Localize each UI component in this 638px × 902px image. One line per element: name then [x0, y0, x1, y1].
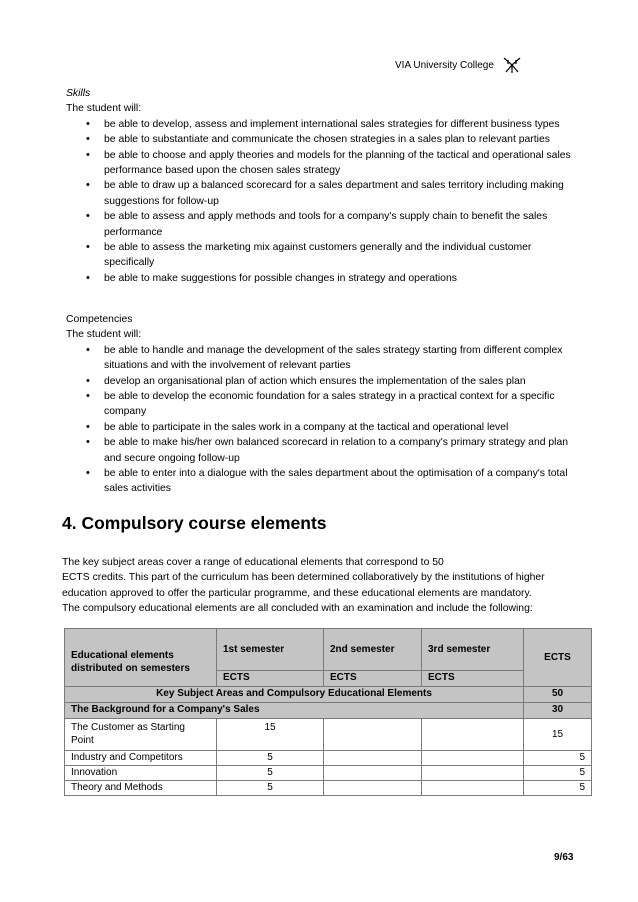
- list-item: • be able to develop, assess and implement international sales strategies for different business types: [66, 117, 576, 132]
- semester-header: 3rd semester: [422, 629, 524, 671]
- list-item: • be able to make his/her own balanced scorecard in relation to a company's primary strategy and plan and secure ongoing follow-up: [66, 435, 576, 466]
- ects-subheader: ECTS: [324, 671, 422, 687]
- semester-value: [422, 781, 524, 796]
- row-total: 15: [524, 719, 592, 751]
- semester-value: 15: [217, 719, 324, 751]
- semester-value: [324, 719, 422, 751]
- semester-header: 1st semester: [217, 629, 324, 671]
- table-corner-header: Educational elements distributed on semesters: [65, 629, 217, 687]
- list-item: • be able to enter into a dialogue with the sales department about the optimisation of a company's total sales activities: [66, 466, 576, 497]
- skills-intro: The student will:: [66, 103, 142, 115]
- table-row: [65, 703, 592, 719]
- via-leaf-logo-icon: [502, 56, 522, 74]
- table-row: [65, 766, 592, 781]
- curriculum-table: [64, 628, 592, 796]
- element-name: Theory and Methods: [65, 781, 217, 796]
- paragraph-line: ECTS credits. This part of the curriculum has been determined collaboratively by the institutions of higher: [62, 572, 545, 584]
- ects-subheader: ECTS: [217, 671, 324, 687]
- list-item: • be able to substantiate and communicate the chosen strategies in a sales plan to relevant parties: [66, 132, 576, 147]
- list-item: • be able to participate in the sales work in a company at the tactical and operational level: [66, 420, 576, 435]
- table-row: [65, 781, 592, 796]
- list-item: • be able to handle and manage the development of the sales strategy starting from different complex situations and with the involvement of relevant parties: [66, 343, 576, 374]
- ects-total-header: ECTS: [524, 629, 592, 687]
- row-total: 5: [524, 751, 592, 766]
- row-total: 5: [524, 781, 592, 796]
- competencies-list: [66, 343, 576, 497]
- skills-title: Skills: [66, 88, 91, 99]
- semester-value: 5: [217, 751, 324, 766]
- semester-value: [324, 766, 422, 781]
- semester-value: [422, 766, 524, 781]
- list-item: • be able to assess and apply methods and tools for a company's supply chain to benefit the sales performance: [66, 209, 576, 240]
- list-item: • be able to draw up a balanced scorecard for a sales department and sales territory including making suggestions for follow-up: [66, 178, 576, 209]
- element-name: Industry and Competitors: [65, 751, 217, 766]
- paragraph-line: The key subject areas cover a range of educational elements that correspond to 50: [62, 557, 444, 568]
- competencies-intro: The student will:: [66, 329, 142, 341]
- table-row: [65, 687, 592, 703]
- element-name: The Customer as Starting Point: [65, 719, 217, 751]
- key-subject-total: 50: [524, 687, 592, 703]
- table-row: [65, 751, 592, 766]
- semester-value: [422, 719, 524, 751]
- semester-value: [324, 781, 422, 796]
- paragraph-line: education approved to offer the particular programme, and these educational elements are mandatory.: [62, 587, 532, 599]
- semester-value: [422, 751, 524, 766]
- paragraph-line: The compulsory educational elements are all concluded with an examination and include the following:: [62, 603, 533, 615]
- page-header: [395, 56, 522, 74]
- row-total: 5: [524, 766, 592, 781]
- table-row: [65, 719, 592, 751]
- element-name: Innovation: [65, 766, 217, 781]
- skills-section: [66, 86, 576, 286]
- list-item: • be able to develop the economic foundation for a sales strategy in a practical context for a specific company: [66, 389, 576, 420]
- semester-header: 2nd semester: [324, 629, 422, 671]
- competencies-section: [66, 312, 576, 497]
- skills-list: [66, 117, 576, 286]
- list-item: • be able to choose and apply theories and models for the planning of the tactical and operational sales performance based upon the chosen sales strategy: [66, 148, 576, 179]
- section-heading: 4. Compulsory course elements: [62, 513, 327, 533]
- list-item: • develop an organisational plan of action which ensures the implementation of the sales plan: [66, 374, 576, 389]
- semester-value: 5: [217, 781, 324, 796]
- section-paragraph: [62, 555, 582, 617]
- institution-name: VIA University College: [395, 59, 494, 71]
- key-subject-label: Key Subject Areas and Compulsory Educational Elements: [65, 687, 524, 703]
- group-label: The Background for a Company's Sales: [65, 703, 524, 719]
- semester-value: 5: [217, 766, 324, 781]
- semester-value: [324, 751, 422, 766]
- list-item: • be able to assess the marketing mix against customers generally and the individual customer specifically: [66, 240, 576, 271]
- ects-subheader: ECTS: [422, 671, 524, 687]
- list-item: • be able to make suggestions for possible changes in strategy and operations: [66, 271, 576, 286]
- competencies-title: Competencies: [66, 314, 133, 325]
- group-total: 30: [524, 703, 592, 719]
- page-number: 9/63: [554, 852, 574, 863]
